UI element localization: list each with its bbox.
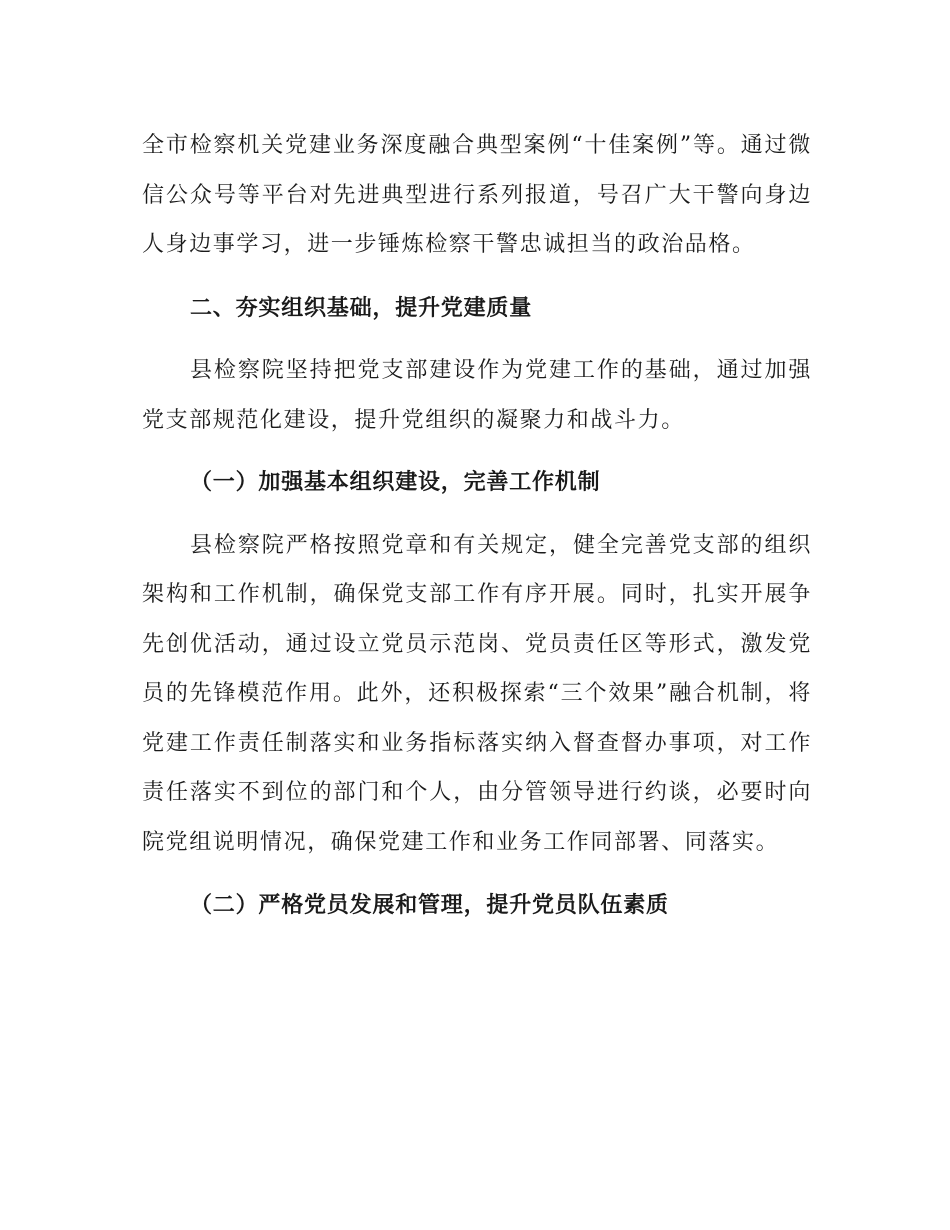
spacer — [142, 333, 812, 346]
spacer — [142, 508, 812, 521]
spacer — [142, 270, 812, 284]
paragraph-section-intro: 县检察院坚持把党支部建设作为党建工作的基础，通过加强党支部规范化建设，提升党组织的凝聚力和战斗力。 — [142, 358, 812, 433]
spacer — [142, 867, 812, 881]
paragraph-subsection-body: 县检察院严格按照党章和有关规定，健全完善党支部的组织架构和工作机制，确保党支部工作有序开展。同时，扎实开展争先创优活动，通过设立党员示范岗、党员责任区等形式，激发党员的先锋模范作用。此外，还积极探索“三个效果”融合机制，将党建工作责任制落实和业务指标落实纳入督查督办事项，对工作责任落实不到位的部门和个人，由分管领导进行约谈，必要时向院党组说明情况，确保党建工作和业务工作同部署、同落实。 — [142, 532, 812, 855]
document-body — [142, 121, 812, 931]
section-heading-2: 二、夯实组织基础，提升党建质量 — [190, 295, 533, 321]
subsection-heading-2: （二）严格党员发展和管理，提升党员队伍素质 — [190, 893, 669, 918]
subsection-heading-1: （一）加强基本组织建设，完善工作机制 — [190, 470, 601, 495]
spacer — [142, 445, 812, 458]
paragraph-continuation: 全市检察机关党建业务深度融合典型案例“十佳案例”等。通过微信公众号等平台对先进典型进行系列报道，号召广大干警向身边人身边事学习，进一步锤炼检察干警忠诚担当的政治品格。 — [142, 133, 812, 257]
